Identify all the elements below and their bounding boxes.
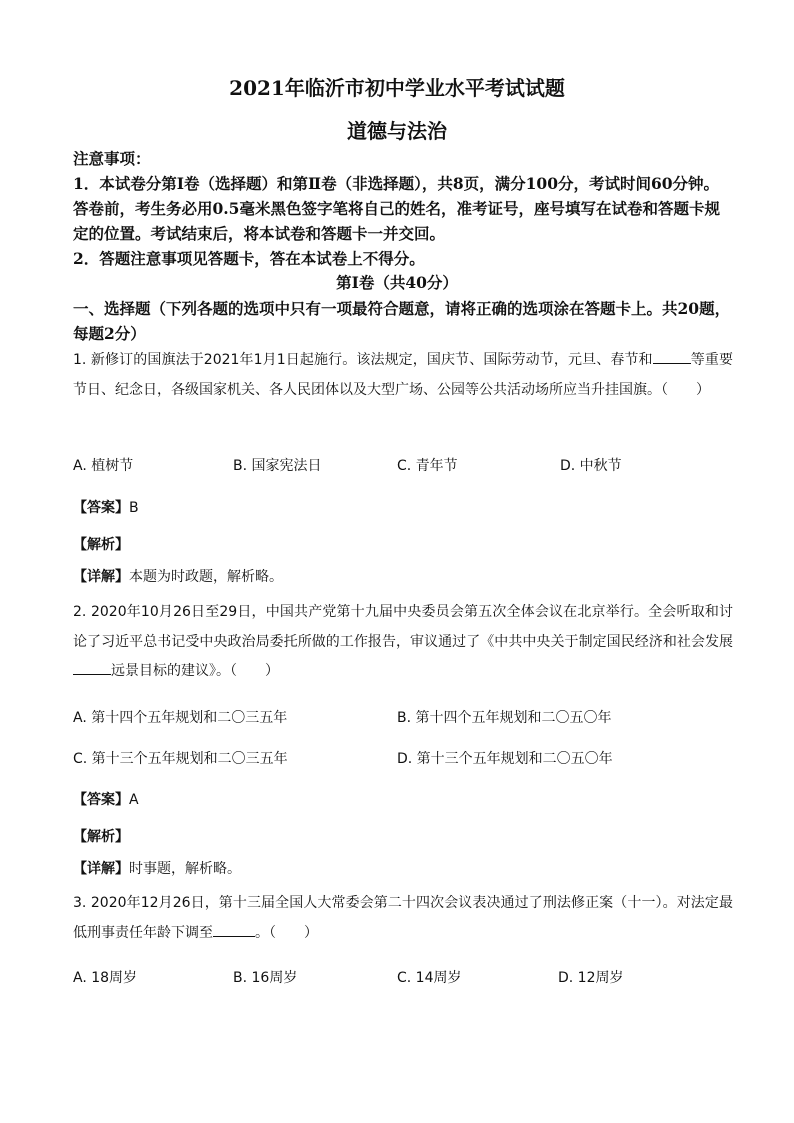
question-3-stem-part-a: 3. 2020年12月26日，第十三届全国人大常委会第二十四次会议表决通过了刑法修正案（十一）。对法定最低刑事责任年龄下调至	[73, 895, 733, 941]
fill-blank	[73, 659, 111, 675]
question-2-option-c: C. 第十三个五年规划和二〇三五年	[73, 751, 288, 767]
question-2-analysis	[73, 826, 129, 846]
analysis-label: 【解析】	[73, 537, 129, 553]
notice-item-2: 2．答题注意事项见答题卡，答在本试卷上不得分。	[73, 249, 425, 268]
subject-title: 道德与法治	[347, 119, 447, 143]
question-3-stem-part-b: 。（ ）	[255, 924, 318, 941]
question-1-options	[73, 455, 733, 479]
question-2-stem-part-b: 远景目标的建议》。（ ）	[111, 663, 279, 679]
volume-heading: 第Ⅰ卷（共40分）	[336, 273, 458, 292]
answer-value: A	[129, 792, 139, 808]
question-2-answer	[73, 789, 139, 809]
notice-heading: 注意事项：	[73, 149, 151, 168]
question-1-stem-part-b: 等重要节日、纪念日，各级国家机关、各人民团体以及大型广场、公园等公共活动场所应当升挂国旗。（ ）	[73, 352, 734, 398]
question-1-stem-part-a: 1. 新修订的国旗法于2021年1月1日起施行。该法规定，国庆节、国际劳动节，元旦、春节和	[73, 352, 653, 368]
detail-text: 时事题，解析略。	[129, 861, 241, 877]
question-1-option-b: B. 国家宪法日	[233, 458, 322, 474]
question-1-answer	[73, 497, 139, 517]
answer-label: 【答案】	[73, 792, 129, 808]
question-1-option-c: C. 青年节	[397, 458, 458, 474]
fill-blank	[653, 348, 691, 364]
question-3-option-b: B. 16周岁	[233, 970, 298, 986]
question-3-option-a: A. 18周岁	[73, 970, 138, 986]
question-3-options	[73, 967, 733, 991]
question-1-analysis	[73, 534, 129, 554]
detail-text: 本题为时政题，解析略。	[129, 569, 283, 585]
analysis-label: 【解析】	[73, 829, 129, 845]
question-2-option-a: A. 第十四个五年规划和二〇三五年	[73, 710, 288, 726]
question-2-stem	[73, 598, 733, 687]
answer-label: 【答案】	[73, 500, 129, 516]
question-2-options-row-1	[73, 707, 733, 731]
question-1-stem	[73, 346, 733, 405]
question-1-option-d: D. 中秋节	[560, 458, 622, 474]
question-3-stem	[73, 889, 733, 948]
question-3-option-c: C. 14周岁	[397, 970, 462, 986]
question-2-option-b: B. 第十四个五年规划和二〇五〇年	[397, 710, 612, 726]
section-heading: 一、选择题（下列各题的选项中只有一项最符合题意，请将正确的选项涂在答题卡上。共20题，每题2分）	[73, 299, 731, 343]
detail-label: 【详解】	[73, 861, 129, 877]
exam-title: 2021年临沂市初中学业水平考试试题	[229, 76, 565, 100]
question-2-option-d: D. 第十三个五年规划和二〇五〇年	[397, 751, 613, 767]
question-3-option-d: D. 12周岁	[558, 970, 624, 986]
question-1-option-a: A. 植树节	[73, 458, 134, 474]
detail-label: 【详解】	[73, 569, 129, 585]
question-2-options-row-2	[73, 748, 733, 772]
question-2-detail	[73, 858, 241, 878]
notice-item-1: 1．本试卷分第Ⅰ卷（选择题）和第Ⅱ卷（非选择题），共8页，满分100分，考试时间60分钟。答卷前，考生务必用0.5毫米黑色签字笔将自己的姓名，准考证号，座号填写在试卷和答题卡规定的位置。考试结束后，将本试卷和答题卡一并交回。	[73, 174, 720, 243]
question-2-stem-part-a: 2. 2020年10月26日至29日，中国共产党第十九届中央委员会第五次全体会议在北京举行。全会听取和讨论了习近平总书记受中央政治局委托所做的工作报告，审议通过了《中共中央关于制定国民经济和社会发展	[73, 604, 733, 650]
answer-value: B	[129, 500, 139, 516]
question-1-detail	[73, 566, 283, 586]
fill-blank	[213, 921, 255, 937]
